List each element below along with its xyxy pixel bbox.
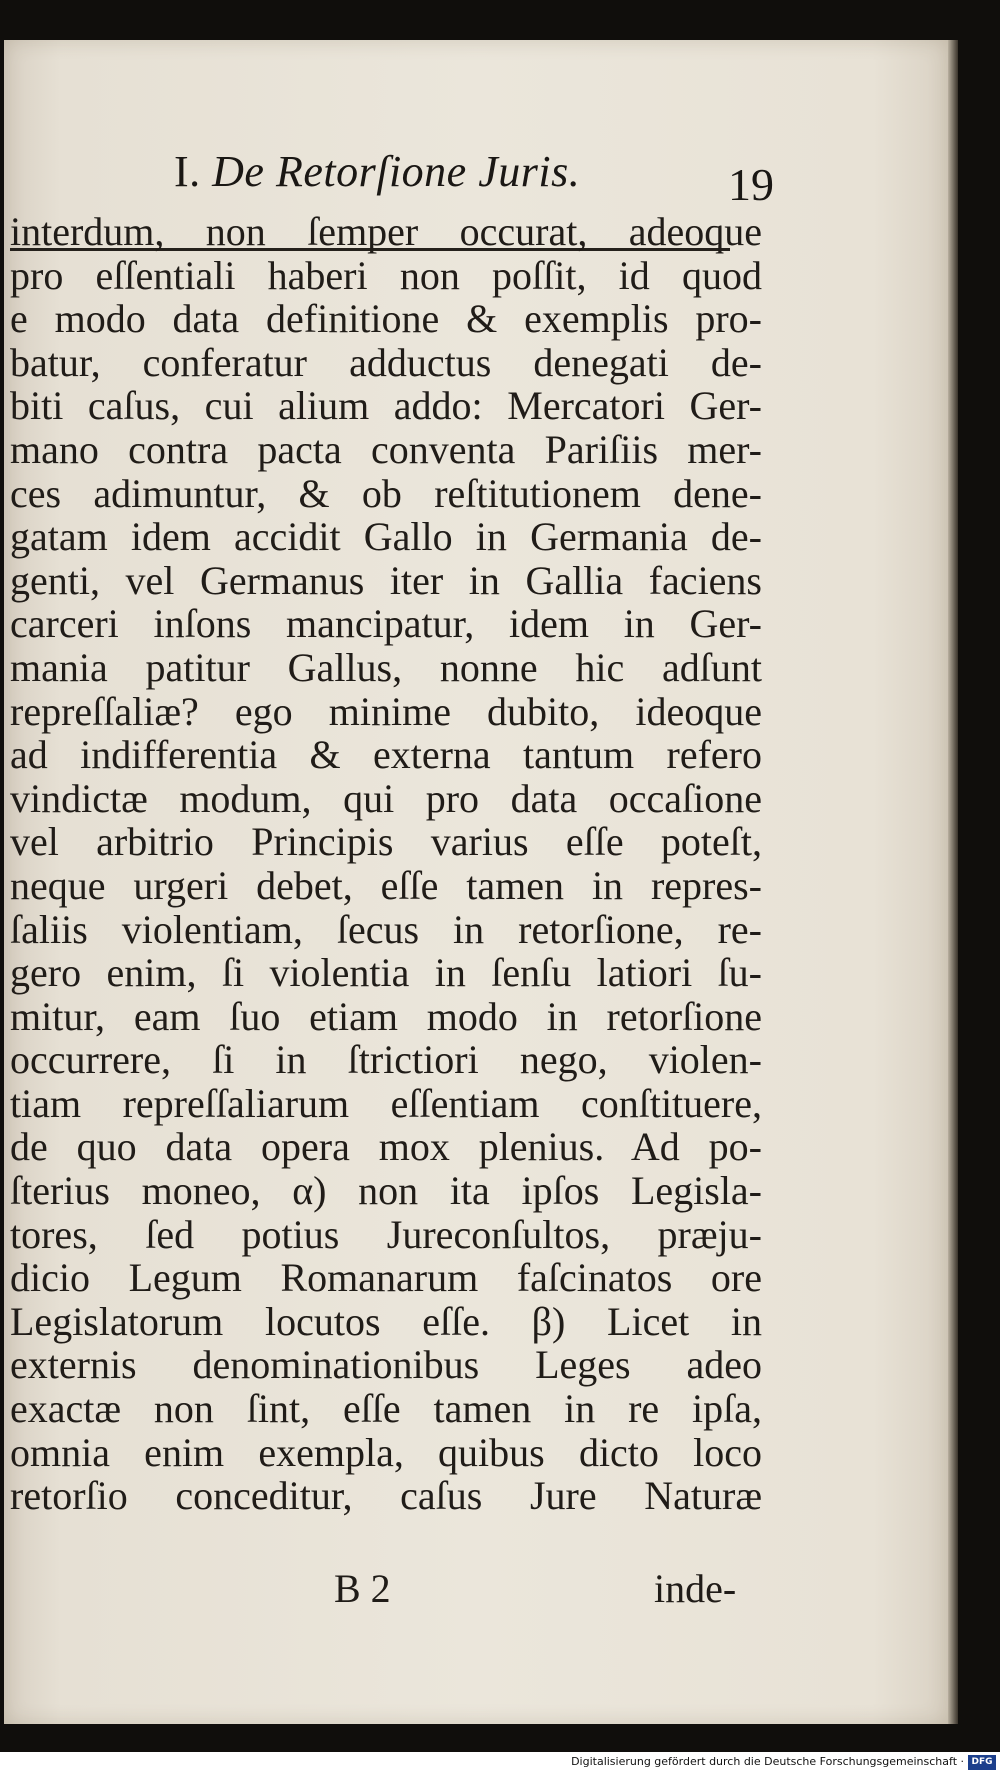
signature-mark: B 2 [334,1566,391,1611]
text-line: genti, vel Germanus iter in Gallia faciens [10,557,762,603]
text-line: e modo data definitione & exemplis pro- [10,296,762,342]
text-line: mania patitur Gallus, nonne hic adſunt [10,644,762,690]
text-line: repreſſaliæ? ego minime dubito, ideoque [10,688,762,734]
page-edge [948,40,958,1724]
chapter-title: De Retorſione Juris. [212,147,581,196]
text-line: ad indifferentia & externa tantum refero [10,732,762,778]
text-line: pro eſſentiali haberi non poſſit, id quod [10,252,762,298]
text-line: retorſio conceditur, caſus Jure Naturæ [10,1473,762,1519]
dfg-logo: DFG [968,1755,996,1770]
running-head-title [174,146,580,197]
footer-bar [0,1752,1000,1773]
text-line: exactæ non ſint, eſſe tamen in re ipſa, [10,1386,762,1432]
signature-line [10,1565,762,1613]
text-line: batur, conferatur adductus denegati de- [10,339,762,385]
book-page [4,40,948,1724]
text-line: ces adimuntur, & ob reſtitutionem dene- [10,470,762,516]
footer-credit: Digitalisierung gefördert durch die Deutsche Forschungsgemeinschaft · [571,1755,964,1768]
text-line: Legislatorum locutos eſſe. β) Licet in [10,1298,762,1344]
text-line: vindictæ modum, qui pro data occaſione [10,775,762,821]
chapter-number: I. [174,147,201,196]
text-line: gero enim, ſi violentia in ſenſu latiori ſu- [10,950,762,996]
text-line: tores, ſed potius Jureconſultos, præju- [10,1211,762,1257]
text-line: omnia enim exempla, quibus dicto loco [10,1429,762,1475]
text-line: mano contra pacta conventa Pariſiis mer- [10,426,762,472]
text-line: externis denominationibus Leges adeo [10,1342,762,1388]
catchword: inde- [654,1566,737,1611]
text-line: biti caſus, cui alium addo: Mercatori Ger- [10,383,762,429]
text-line: tiam repreſſaliarum eſſentiam conſtituere, [10,1080,762,1126]
page-number: 19 [728,159,774,210]
text-line: interdum, non ſemper occurat, adeoque [10,209,762,254]
text-line: ſaliis violentiam, ſecus in retorſione, re- [10,906,762,952]
text-line: neque urgeri debet, eſſe tamen in repres- [10,862,762,908]
body-text [10,210,762,1518]
text-line: gatam idem accidit Gallo in Germania de- [10,514,762,560]
text-line: occurrere, ſi in ſtrictiori nego, violen- [10,1037,762,1083]
text-line: de quo data opera mox plenius. Ad po- [10,1124,762,1170]
text-line: dicio Legum Romanarum faſcinatos ore [10,1255,762,1301]
text-line: ſterius moneo, α) non ita ipſos Legisla- [10,1168,762,1214]
text-line: carceri inſons mancipatur, idem in Ger- [10,601,762,647]
running-head [4,98,948,210]
text-line: vel arbitrio Principis varius eſſe poteſt, [10,819,762,865]
text-line: mitur, eam ſuo etiam modo in retorſione [10,993,762,1039]
